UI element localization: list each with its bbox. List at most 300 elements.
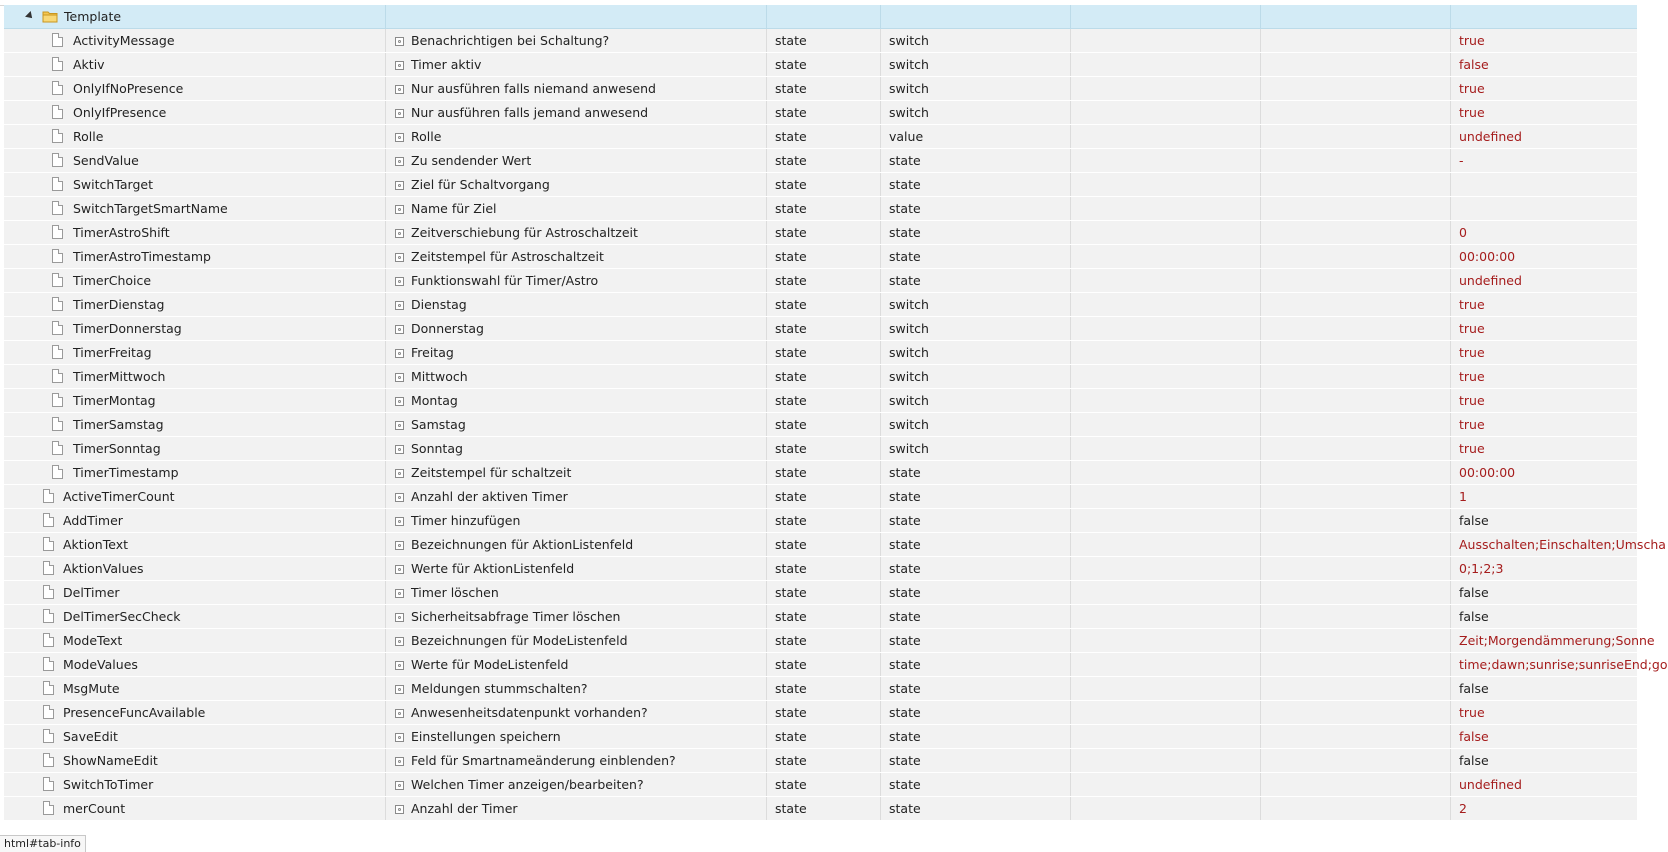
object-id: merCount: [63, 801, 126, 816]
object-type: state: [766, 101, 880, 124]
object-value[interactable]: true: [1450, 77, 1637, 100]
file-icon: [43, 705, 54, 719]
object-desc-cell: [385, 653, 766, 676]
table-row[interactable]: [4, 533, 1666, 557]
object-type: state: [766, 581, 880, 604]
object-name-cell: [4, 293, 385, 316]
table-row[interactable]: [4, 413, 1637, 437]
empty-cell: [1070, 653, 1260, 676]
empty-cell: [1260, 773, 1450, 796]
state-icon: [395, 109, 404, 118]
empty-cell: [1260, 533, 1450, 556]
table-row[interactable]: [4, 77, 1637, 101]
object-value[interactable]: 0: [1450, 221, 1637, 244]
object-value[interactable]: time;dawn;sunrise;sunriseEnd;go: [1450, 653, 1637, 676]
empty-cell: [1260, 485, 1450, 508]
empty-cell: [1260, 341, 1450, 364]
object-role: state: [880, 269, 1070, 292]
object-value[interactable]: true: [1450, 413, 1637, 436]
state-icon: [395, 229, 404, 238]
table-row[interactable]: [4, 509, 1637, 533]
object-role: state: [880, 197, 1070, 220]
table-row[interactable]: [4, 629, 1655, 653]
empty-cell: [1260, 389, 1450, 412]
table-row[interactable]: [4, 125, 1637, 149]
table-row[interactable]: [4, 197, 1637, 221]
object-name-cell: [4, 173, 385, 196]
object-description: Timer hinzufügen: [411, 513, 521, 528]
object-desc-cell: [385, 197, 766, 220]
empty-cell: [1260, 317, 1450, 340]
file-icon: [52, 57, 63, 71]
table-row[interactable]: [4, 653, 1668, 677]
object-description: Werte für AktionListenfeld: [411, 561, 575, 576]
object-value[interactable]: undefined: [1450, 269, 1637, 292]
table-row[interactable]: [4, 173, 1637, 197]
object-name-cell: [4, 461, 385, 484]
object-id: Aktiv: [73, 57, 105, 72]
empty-cell: [1260, 125, 1450, 148]
table-row[interactable]: [4, 317, 1637, 341]
empty-cell: [1260, 77, 1450, 100]
object-type: state: [766, 701, 880, 724]
object-type: state: [766, 173, 880, 196]
object-description: Einstellungen speichern: [411, 729, 561, 744]
state-icon: [395, 565, 404, 574]
object-desc-cell: [385, 677, 766, 700]
state-icon: [395, 325, 404, 334]
file-icon: [52, 129, 63, 143]
object-role: switch: [880, 413, 1070, 436]
object-role: state: [880, 485, 1070, 508]
state-icon: [395, 349, 404, 358]
object-desc-cell: [385, 533, 766, 556]
empty-cell: [1260, 293, 1450, 316]
object-description: Sicherheitsabfrage Timer löschen: [411, 609, 621, 624]
empty-cell: [1070, 485, 1260, 508]
state-icon: [395, 301, 404, 310]
table-row[interactable]: [4, 701, 1637, 725]
object-type: state: [766, 749, 880, 772]
object-desc-cell: [385, 509, 766, 532]
file-icon: [43, 633, 54, 647]
object-description: Rolle: [411, 129, 442, 144]
state-icon: [395, 637, 404, 646]
object-desc-cell: [385, 341, 766, 364]
empty-cell: [1070, 509, 1260, 532]
table-row[interactable]: [4, 245, 1637, 269]
table-row[interactable]: [4, 341, 1637, 365]
object-desc-cell: [385, 797, 766, 820]
object-role: state: [880, 629, 1070, 652]
table-row[interactable]: [4, 101, 1637, 125]
object-id: TimerDienstag: [73, 297, 165, 312]
object-type: state: [766, 725, 880, 748]
object-role: state: [880, 509, 1070, 532]
object-desc-cell: [385, 293, 766, 316]
object-description: Nur ausführen falls niemand anwesend: [411, 81, 656, 96]
object-role: state: [880, 533, 1070, 556]
object-id: MsgMute: [63, 681, 120, 696]
empty-cell: [1070, 149, 1260, 172]
empty-cell: [1070, 725, 1260, 748]
folder-type-cell: [766, 5, 880, 28]
file-icon: [43, 489, 54, 503]
table-row[interactable]: [4, 389, 1637, 413]
object-desc-cell: [385, 269, 766, 292]
object-value[interactable]: [1450, 197, 1637, 220]
empty-cell: [1070, 557, 1260, 580]
object-name-cell: [4, 101, 385, 124]
empty-cell: [1260, 221, 1450, 244]
object-value[interactable]: 1: [1450, 485, 1637, 508]
object-description: Mittwoch: [411, 369, 468, 384]
empty-cell: [1070, 701, 1260, 724]
collapse-arrow-icon[interactable]: [25, 11, 35, 21]
folder-empty-cell: [1070, 5, 1260, 28]
object-desc-cell: [385, 29, 766, 52]
object-value[interactable]: 2: [1450, 797, 1637, 820]
state-icon: [395, 709, 404, 718]
object-description: Zeitverschiebung für Astroschaltzeit: [411, 225, 638, 240]
object-name-cell: [4, 197, 385, 220]
empty-cell: [1260, 653, 1450, 676]
state-icon: [395, 373, 404, 382]
object-name-cell: [4, 53, 385, 76]
empty-cell: [1070, 317, 1260, 340]
object-role: switch: [880, 293, 1070, 316]
object-desc-cell: [385, 749, 766, 772]
object-description: Ziel für Schaltvorgang: [411, 177, 550, 192]
table-row[interactable]: [4, 293, 1637, 317]
object-description: Dienstag: [411, 297, 467, 312]
object-desc-cell: [385, 461, 766, 484]
file-icon: [52, 345, 63, 359]
object-description: Timer aktiv: [411, 57, 482, 72]
empty-cell: [1260, 413, 1450, 436]
object-id: OnlyIfNoPresence: [73, 81, 184, 96]
file-icon: [43, 657, 54, 671]
table-row[interactable]: [4, 149, 1637, 173]
object-description: Feld für Smartnameänderung einblenden?: [411, 753, 676, 768]
object-role: state: [880, 557, 1070, 580]
object-desc-cell: [385, 101, 766, 124]
object-value[interactable]: 00:00:00: [1450, 245, 1637, 268]
object-type: state: [766, 533, 880, 556]
object-id: DelTimer: [63, 585, 120, 600]
table-row[interactable]: [4, 269, 1637, 293]
object-id: ModeValues: [63, 657, 138, 672]
file-icon: [43, 729, 54, 743]
file-icon: [52, 153, 63, 167]
object-type: state: [766, 29, 880, 52]
object-value[interactable]: true: [1450, 293, 1637, 316]
object-value[interactable]: true: [1450, 701, 1637, 724]
object-value[interactable]: false: [1450, 581, 1637, 604]
object-role: value: [880, 125, 1070, 148]
object-description: Werte für ModeListenfeld: [411, 657, 569, 672]
object-name-cell: [4, 245, 385, 268]
object-value[interactable]: true: [1450, 101, 1637, 124]
object-name-cell: [4, 557, 385, 580]
empty-cell: [1070, 437, 1260, 460]
state-icon: [395, 781, 404, 790]
empty-cell: [1070, 605, 1260, 628]
state-icon: [395, 37, 404, 46]
object-id: TimerFreitag: [73, 345, 152, 360]
table-row[interactable]: [4, 557, 1637, 581]
folder-value-cell: [1450, 5, 1637, 28]
object-id: PresenceFuncAvailable: [63, 705, 206, 720]
empty-cell: [1070, 461, 1260, 484]
object-name-cell: [4, 149, 385, 172]
object-name-cell: [4, 437, 385, 460]
object-id: TimerMontag: [73, 393, 156, 408]
object-name-cell: [4, 581, 385, 604]
file-icon: [52, 273, 63, 287]
object-description: Funktionswahl für Timer/Astro: [411, 273, 599, 288]
table-row[interactable]: [4, 677, 1637, 701]
object-id: OnlyIfPresence: [73, 105, 167, 120]
object-desc-cell: [385, 773, 766, 796]
object-role: state: [880, 725, 1070, 748]
empty-cell: [1070, 677, 1260, 700]
object-desc-cell: [385, 365, 766, 388]
object-value[interactable]: undefined: [1450, 125, 1637, 148]
object-description: Zu sendender Wert: [411, 153, 532, 168]
object-id: Rolle: [73, 129, 104, 144]
folder-role-cell: [880, 5, 1070, 28]
object-value[interactable]: 00:00:00: [1450, 461, 1637, 484]
table-row[interactable]: [4, 749, 1637, 773]
object-id: SwitchTarget: [73, 177, 153, 192]
table-row[interactable]: [4, 605, 1637, 629]
file-icon: [43, 561, 54, 575]
table-row[interactable]: [4, 581, 1637, 605]
state-icon: [395, 805, 404, 814]
object-type: state: [766, 557, 880, 580]
object-value[interactable]: -: [1450, 149, 1637, 172]
object-type: state: [766, 245, 880, 268]
object-role: switch: [880, 29, 1070, 52]
object-description: Anwesenheitsdatenpunkt vorhanden?: [411, 705, 648, 720]
object-desc-cell: [385, 581, 766, 604]
object-type: state: [766, 653, 880, 676]
object-name-cell: [4, 797, 385, 820]
file-icon: [52, 201, 63, 215]
status-url-tooltip: html#tab-info: [0, 835, 86, 852]
state-icon: [395, 469, 404, 478]
state-icon: [395, 205, 404, 214]
object-role: switch: [880, 389, 1070, 412]
object-type: state: [766, 341, 880, 364]
empty-cell: [1260, 677, 1450, 700]
empty-cell: [1070, 629, 1260, 652]
empty-cell: [1070, 797, 1260, 820]
object-value[interactable]: Zeit;Morgendämmerung;Sonne: [1450, 629, 1637, 652]
object-name-cell: [4, 533, 385, 556]
file-icon: [52, 417, 63, 431]
object-value[interactable]: false: [1450, 749, 1637, 772]
state-icon: [395, 493, 404, 502]
object-description: Anzahl der aktiven Timer: [411, 489, 568, 504]
object-desc-cell: [385, 317, 766, 340]
folder-empty-cell: [1260, 5, 1450, 28]
folder-row-template[interactable]: [4, 5, 1637, 29]
object-id: DelTimerSecCheck: [63, 609, 181, 624]
empty-cell: [1260, 53, 1450, 76]
object-description: Name für Ziel: [411, 201, 497, 216]
empty-cell: [1070, 269, 1260, 292]
object-type: state: [766, 197, 880, 220]
object-type: state: [766, 77, 880, 100]
object-name-cell: [4, 725, 385, 748]
object-desc-cell: [385, 221, 766, 244]
empty-cell: [1070, 581, 1260, 604]
empty-cell: [1260, 749, 1450, 772]
state-icon: [395, 85, 404, 94]
object-value[interactable]: false: [1450, 677, 1637, 700]
object-description: Donnerstag: [411, 321, 484, 336]
object-id: TimerSamstag: [73, 417, 164, 432]
object-type: state: [766, 773, 880, 796]
state-icon: [395, 517, 404, 526]
object-type: state: [766, 509, 880, 532]
empty-cell: [1260, 605, 1450, 628]
object-role: state: [880, 149, 1070, 172]
empty-cell: [1070, 773, 1260, 796]
empty-cell: [1260, 509, 1450, 532]
object-name-cell: [4, 77, 385, 100]
file-icon: [43, 753, 54, 767]
object-role: switch: [880, 437, 1070, 460]
table-row[interactable]: [4, 437, 1637, 461]
object-id: AddTimer: [63, 513, 123, 528]
state-icon: [395, 421, 404, 430]
empty-cell: [1260, 797, 1450, 820]
table-row[interactable]: [4, 725, 1637, 749]
object-role: switch: [880, 341, 1070, 364]
object-description: Timer löschen: [411, 585, 499, 600]
object-id: ShowNameEdit: [63, 753, 158, 768]
object-description: Montag: [411, 393, 458, 408]
empty-cell: [1070, 53, 1260, 76]
table-row[interactable]: [4, 53, 1637, 77]
object-type: state: [766, 221, 880, 244]
empty-cell: [1070, 341, 1260, 364]
object-tree: [4, 5, 1668, 821]
file-icon: [52, 369, 63, 383]
object-description: Zeitstempel für schaltzeit: [411, 465, 572, 480]
file-icon: [43, 681, 54, 695]
object-value[interactable]: false: [1450, 605, 1637, 628]
object-id: AktionText: [63, 537, 129, 552]
empty-cell: [1070, 293, 1260, 316]
object-id: SwitchToTimer: [63, 777, 154, 792]
object-role: switch: [880, 77, 1070, 100]
object-value[interactable]: false: [1450, 725, 1637, 748]
state-icon: [395, 133, 404, 142]
file-icon: [52, 297, 63, 311]
object-name-cell: [4, 605, 385, 628]
object-value[interactable]: false: [1450, 53, 1637, 76]
empty-cell: [1260, 581, 1450, 604]
object-name-cell: [4, 389, 385, 412]
table-row[interactable]: [4, 461, 1637, 485]
object-desc-cell: [385, 485, 766, 508]
empty-cell: [1260, 173, 1450, 196]
file-icon: [43, 513, 54, 527]
object-name-cell: [4, 677, 385, 700]
folder-label: Template: [64, 9, 122, 24]
object-role: state: [880, 797, 1070, 820]
folder-desc-cell: [385, 5, 766, 28]
object-value[interactable]: Ausschalten;Einschalten;Umscha: [1450, 533, 1637, 556]
object-name-cell: [4, 125, 385, 148]
table-row[interactable]: [4, 773, 1637, 797]
object-desc-cell: [385, 725, 766, 748]
object-type: state: [766, 389, 880, 412]
object-value[interactable]: true: [1450, 437, 1637, 460]
empty-cell: [1070, 245, 1260, 268]
table-row[interactable]: [4, 797, 1637, 821]
object-value[interactable]: true: [1450, 29, 1637, 52]
object-name-cell: [4, 221, 385, 244]
table-row[interactable]: [4, 29, 1637, 53]
object-desc-cell: [385, 53, 766, 76]
empty-cell: [1070, 749, 1260, 772]
object-value[interactable]: 0;1;2;3: [1450, 557, 1637, 580]
object-role: state: [880, 461, 1070, 484]
object-value[interactable]: undefined: [1450, 773, 1637, 796]
state-icon: [395, 757, 404, 766]
empty-cell: [1260, 149, 1450, 172]
folder-icon: [42, 10, 58, 23]
object-description: Zeitstempel für Astroschaltzeit: [411, 249, 604, 264]
state-icon: [395, 661, 404, 670]
object-value[interactable]: [1450, 173, 1637, 196]
state-icon: [395, 613, 404, 622]
object-type: state: [766, 677, 880, 700]
object-description: Sonntag: [411, 441, 463, 456]
state-icon: [395, 733, 404, 742]
object-value[interactable]: true: [1450, 341, 1637, 364]
object-value[interactable]: false: [1450, 509, 1637, 532]
object-role: state: [880, 701, 1070, 724]
object-value[interactable]: true: [1450, 365, 1637, 388]
object-desc-cell: [385, 557, 766, 580]
object-value[interactable]: true: [1450, 389, 1637, 412]
object-type: state: [766, 53, 880, 76]
empty-cell: [1070, 221, 1260, 244]
state-icon: [395, 61, 404, 70]
object-description: Bezeichnungen für AktionListenfeld: [411, 537, 634, 552]
object-role: state: [880, 581, 1070, 604]
empty-cell: [1260, 461, 1450, 484]
table-row[interactable]: [4, 221, 1637, 245]
object-value[interactable]: true: [1450, 317, 1637, 340]
file-icon: [52, 81, 63, 95]
file-icon: [52, 321, 63, 335]
object-id: TimerChoice: [73, 273, 152, 288]
table-row[interactable]: [4, 485, 1637, 509]
object-description: Samstag: [411, 417, 466, 432]
object-id: TimerAstroTimestamp: [73, 249, 211, 264]
table-row[interactable]: [4, 365, 1637, 389]
object-description: Nur ausführen falls jemand anwesend: [411, 105, 649, 120]
state-icon: [395, 181, 404, 190]
object-role: state: [880, 749, 1070, 772]
